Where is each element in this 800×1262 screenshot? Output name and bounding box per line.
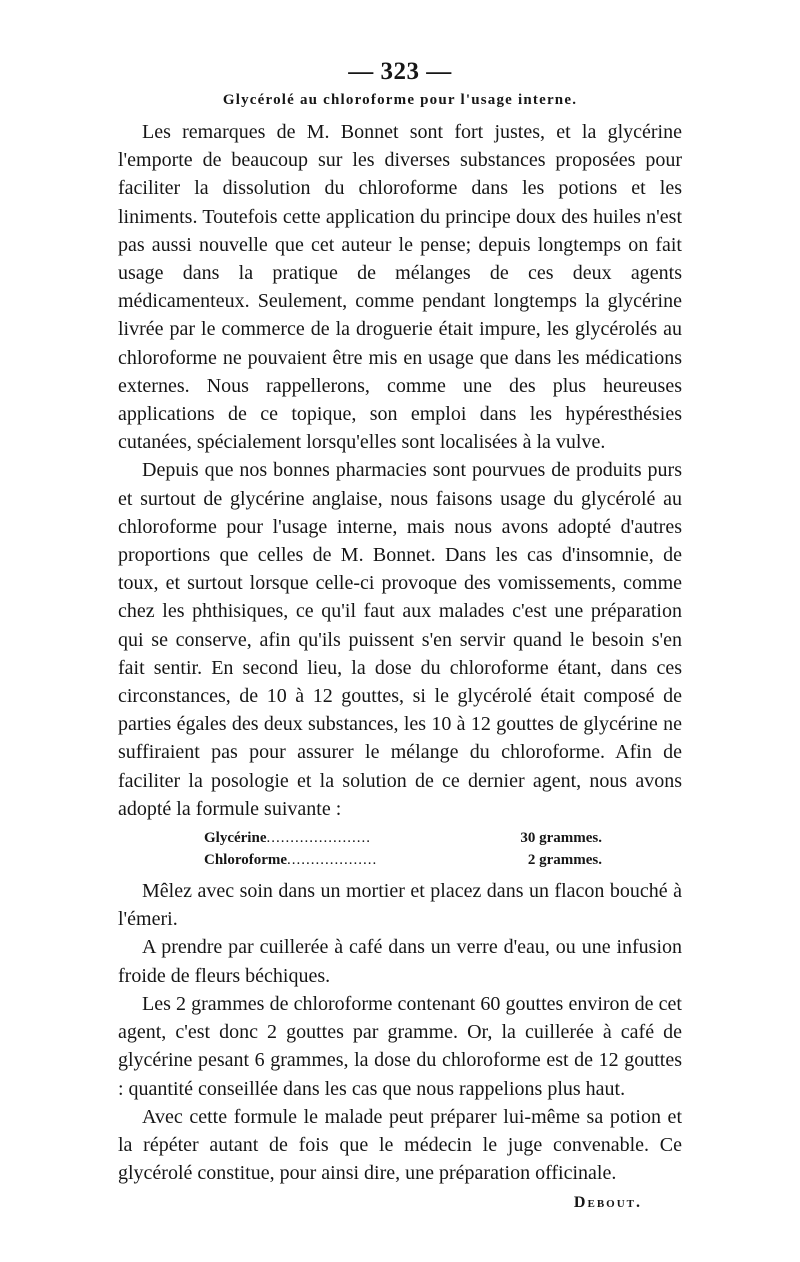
ingredient-quantity: 30 grammes.	[520, 830, 602, 847]
page-number: — 323 —	[348, 58, 452, 85]
formula-row	[118, 849, 602, 871]
paragraph: Mêlez avec soin dans un mortier et placez dans un flacon bouché à l'émeri.	[118, 880, 682, 931]
author-signature: Debout.	[573, 1194, 642, 1212]
ingredient-name: Glycérine	[204, 830, 267, 847]
paragraph: Depuis que nos bonnes pharmacies sont pourvues de produits purs et surtout de glycérine anglaise, nous faisons usage du glycérolé au chloroforme pour l'usage interne, mais nous avons adopté d'autres proportions que celles de M. Bonnet. Dans les cas d'insomnie, de toux, et surtout lorsque celle-ci provoque des vomissements, comme chez les phthisiques, ce qu'il faut aux malades c'est une préparation qui se conserve, afin qu'ils puissent s'en servir quand le besoin s'en fait sentir. En second lieu, la dose du chloroforme étant, dans ces circonstances, de 10 à 12 gouttes, si le glycérolé était composé de parties égales des deux substances, les 10 à 12 gouttes de glycérine ne suffiraient pas pour assurer le mélange du chloroforme. Afin de faciliter la posologie et la solution de ce dernier agent, nous avons adopté la formule suivante :	[118, 459, 682, 820]
paragraph: A prendre par cuillerée à café dans un verre d'eau, ou une infusion froide de fleurs béchiques.	[118, 936, 682, 987]
paragraph: Les 2 grammes de chloroforme contenant 60 gouttes environ de cet agent, c'est donc 2 gouttes par gramme. Or, la cuillerée à café de glycérine pesant 6 grammes, la dose du chloroforme est de 12 gouttes : quantité conseillée dans les cas que nous rappelions plus haut.	[118, 992, 682, 1100]
leader-dots: ......................	[266, 830, 371, 847]
ingredient-name: Chloroforme	[204, 852, 288, 869]
leader-dots: ...................	[287, 852, 378, 869]
paragraph: Les remarques de M. Bonnet sont fort justes, et la glycérine l'emporte de beaucoup sur les diverses substances proposées pour faciliter la dissolution du chloroforme dans les potions et les liniments. Toutefois cette application du principe doux des huiles n'est pas aussi nouvelle que cet auteur le pense; depuis longtemps on fait usage dans la pratique de mélanges de ces deux agents médicamenteux. Seulement, comme pendant longtemps la glycérine livrée par le commerce de la droguerie était impure, les glycérolés au chloroforme ne pouvaient être mis en usage que dans les médications externes. Nous rappellerons, comme une des plus heureuses applications de ce topique, son emploi dans les hypéresthésies cutanées, spécialement lorsqu'elles sont localisées à la vulve.	[118, 121, 682, 454]
ingredient-quantity: 2 grammes.	[527, 852, 602, 869]
formula-table	[118, 827, 682, 871]
paragraph: Avec cette formule le malade peut préparer lui-même sa potion et la répéter autant de fois que le médecin le juge convenable. Ce glycérolé constitue, pour ainsi dire, une préparation officinale.	[118, 1105, 682, 1185]
formula-row	[118, 827, 602, 849]
article-body	[118, 118, 682, 1218]
section-heading: Glycérolé au chloroforme pour l'usage interne.	[222, 92, 578, 108]
